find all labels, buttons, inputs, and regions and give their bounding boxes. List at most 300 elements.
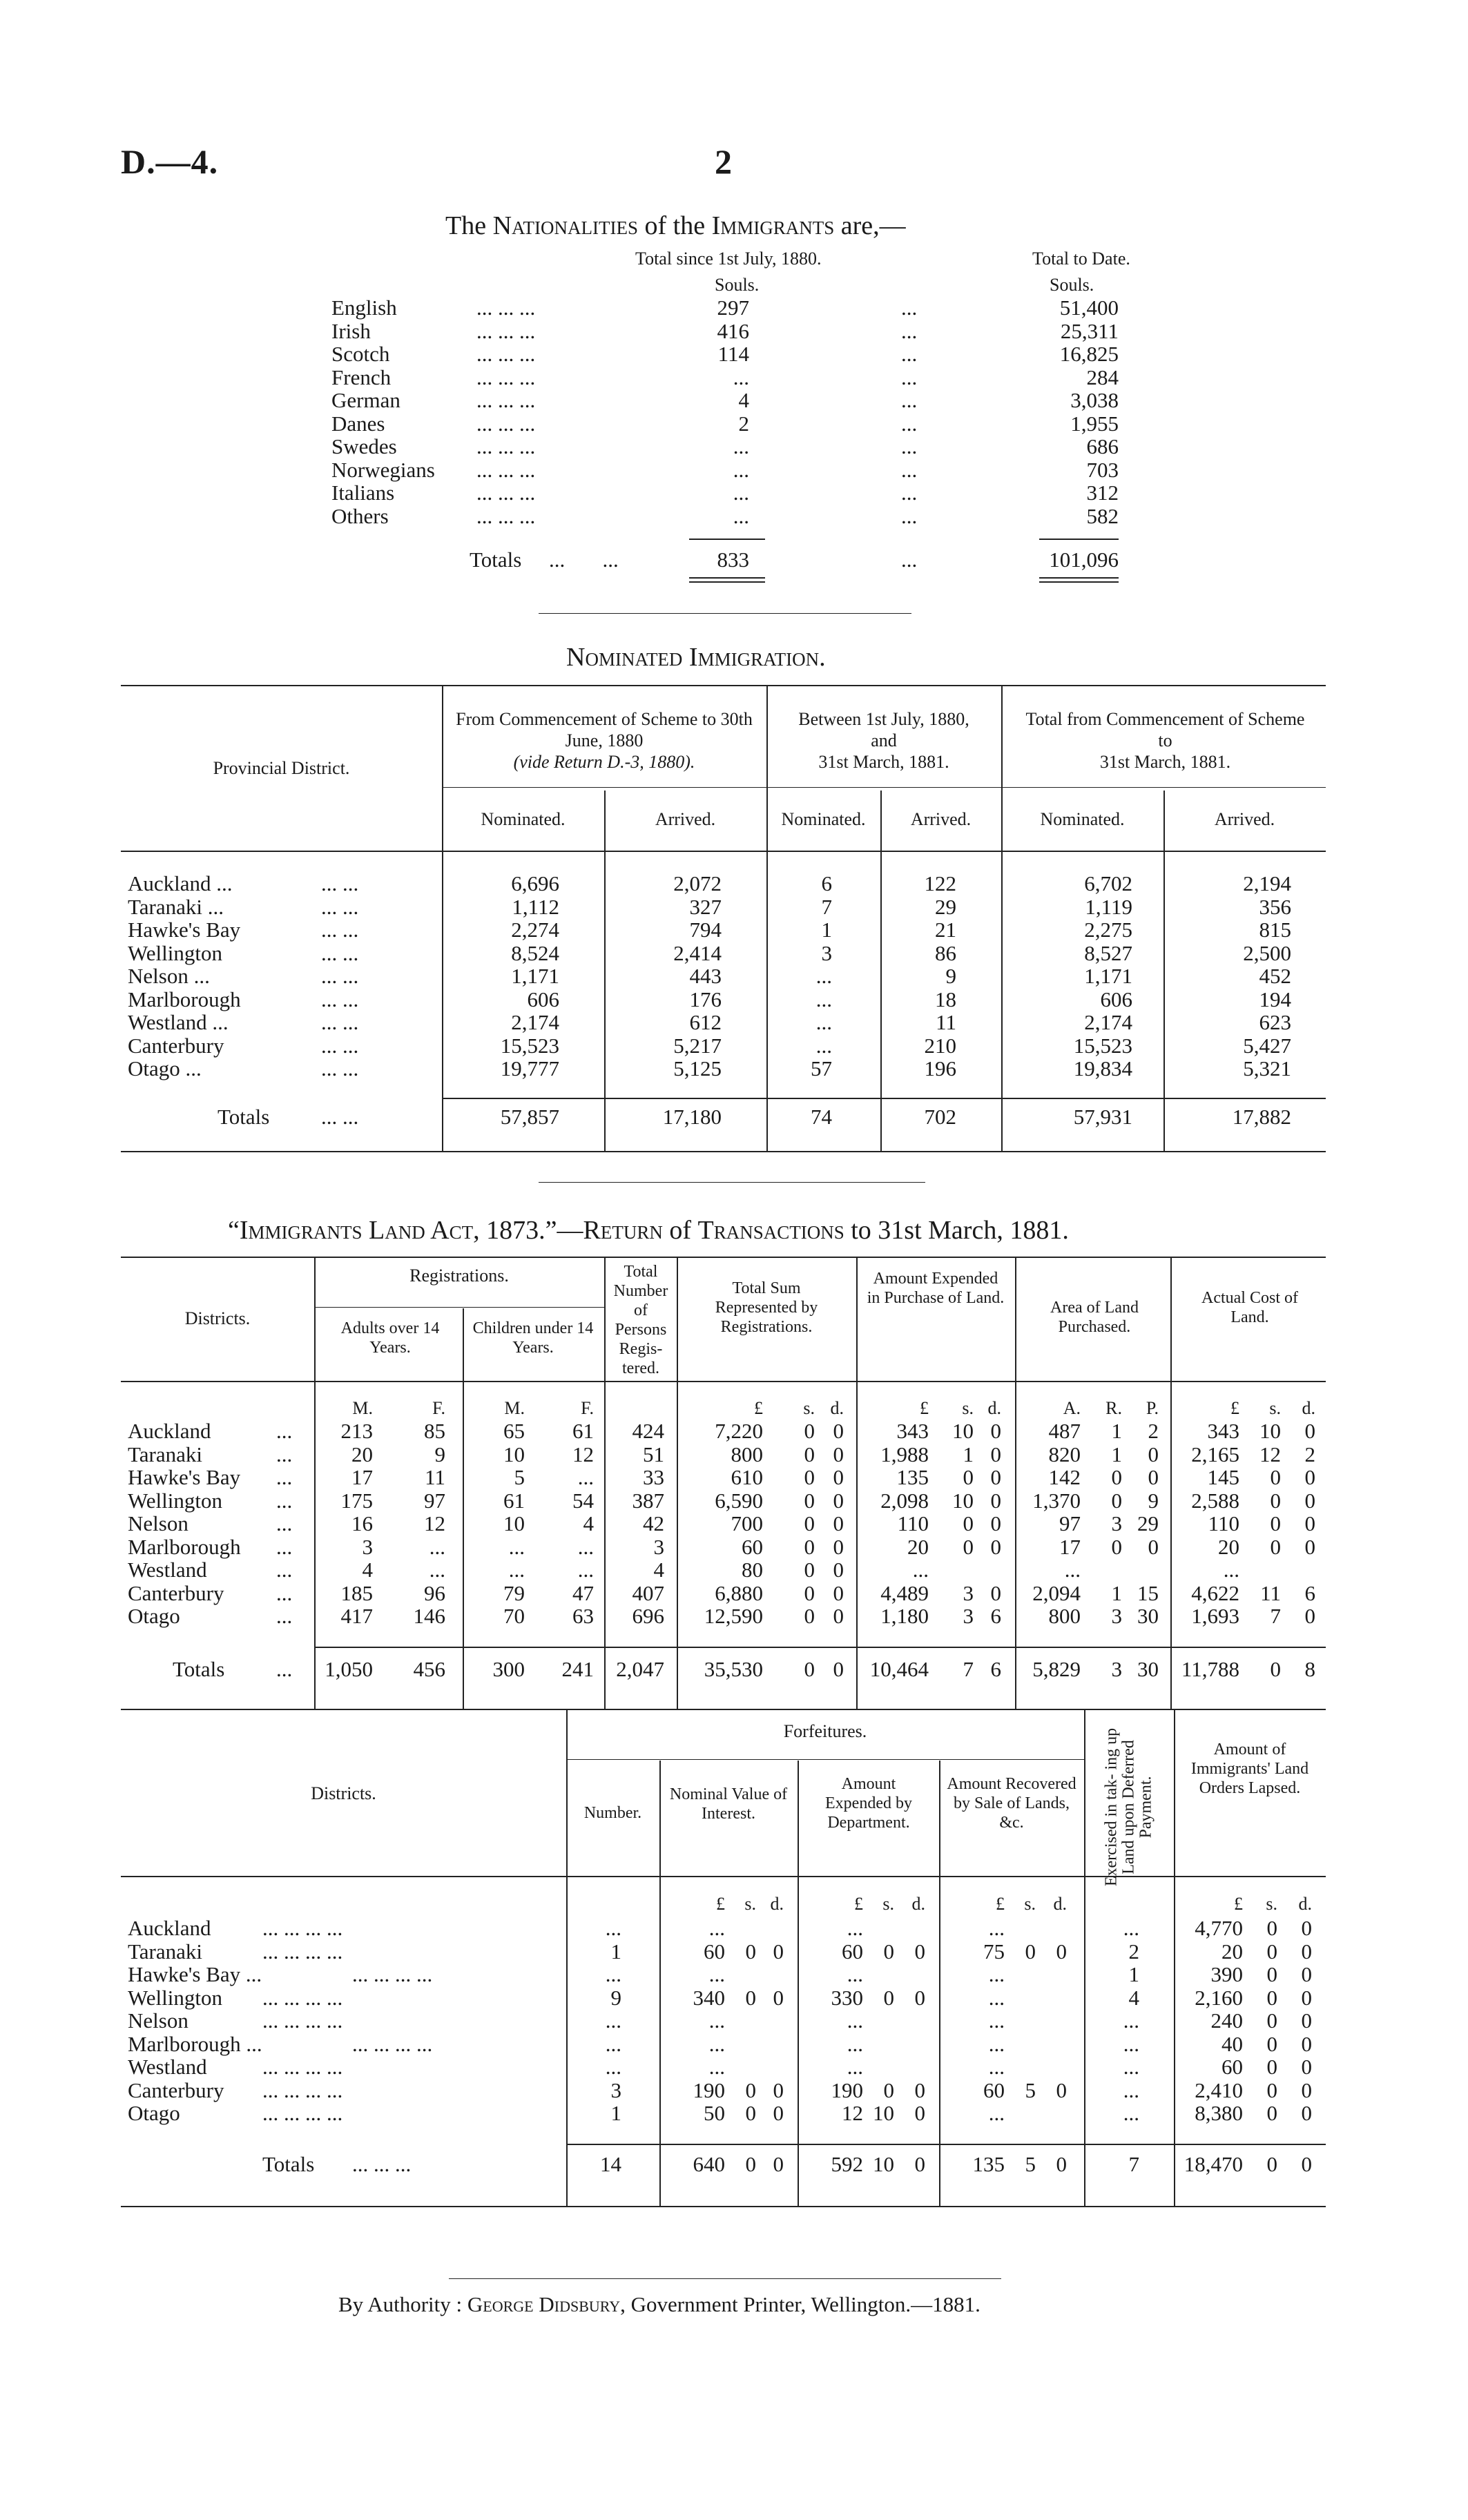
forfeit-district-name: Auckland [128,1916,211,1940]
land-act-cell: 10 [952,1488,974,1513]
land-act-cell: 0 [963,1534,974,1559]
nominated-cell: 21 [935,918,956,942]
land-act-cell: 61 [503,1488,525,1513]
forfeit-cell: 390 [1210,1962,1243,1986]
forfeit-cell: ... [847,1916,863,1940]
nationality-dots: ... ... ... [476,457,536,482]
forfeit-totals-rule [566,2144,1326,2145]
forfeit-cell: 3 [610,2077,621,2102]
nationality-name: Swedes [331,434,397,458]
nominated-cell: 2,274 [511,918,559,942]
land-act-cell: ... [1223,1558,1239,1582]
land-act-cell: 97 [424,1488,445,1513]
forfeit-col-nominal: Nominal Value of Interest. [669,1785,788,1823]
land-act-cell: 11 [425,1465,445,1489]
forfeit-cell: ... [1123,2077,1139,2102]
nationality-dots: ... [901,388,918,412]
nominated-cell: 6,702 [1084,871,1132,895]
land-act-cell: 700 [731,1511,763,1535]
nominated-totals-label: Totals [218,1105,270,1129]
forfeit-cell: ... [988,1962,1005,1986]
nominated-cell: 6,696 [511,871,559,895]
land-act-cell: 2,588 [1191,1488,1239,1513]
land-act-col-actual-cost: Actual Cost of Land. [1201,1289,1298,1326]
nationality-name: Norwegians [331,457,435,482]
land-act-cell: ... [429,1534,445,1559]
land-act-cell: 1 [1111,1442,1122,1466]
land-act-total-cell: 3 [1111,1657,1122,1681]
nominated-total-cell: 57,857 [500,1105,559,1129]
land-act-total-cell: 5,829 [1032,1657,1081,1681]
nationality-dots: ... [901,434,918,458]
land-act-cell: 16 [351,1511,373,1535]
nominated-dots: ... ... [321,964,359,988]
nationalities-totals-since: 833 [717,547,749,572]
nominated-cell: 8,527 [1084,940,1132,965]
nominated-cell: 2,275 [1084,918,1132,942]
land-act-cell: 0 [833,1534,844,1559]
forfeit-cell: 0 [1266,1916,1277,1940]
land-act-cell: 1,988 [880,1442,929,1466]
nationality-since-value: ... [733,503,749,528]
forfeit-cell: 60 [842,1939,863,1964]
land-act-district-name: Otago [128,1604,180,1628]
land-act-cell: 0 [804,1534,815,1559]
land-act-total-cell: 7 [963,1657,974,1681]
forfeit-col-recovered: Amount Recovered by Sale of Lands, &c. [947,1775,1076,1832]
forfeit-total-cell: 14 [600,2152,621,2176]
land-act-dots: ... [276,1511,293,1535]
forfeit-cell: 20 [1221,1939,1243,1964]
land-act-cell: 65 [503,1419,525,1443]
footer-rule [449,2278,1001,2279]
forfeit-cell: 75 [983,1939,1005,1964]
forfeit-cell: ... [1123,1916,1139,1940]
land-act-cell: 387 [632,1488,664,1513]
land-act-cell: 4,489 [880,1580,929,1605]
nominated-totals-dots: ... ... [321,1105,359,1129]
nominated-cell: 2,174 [511,1010,559,1034]
forfeit-cell: ... [605,2031,621,2056]
forfeit-unit: d. [911,1894,925,1914]
land-act-cell: 110 [1208,1511,1239,1535]
forfeit-dots: ... ... ... ... [352,1962,433,1986]
nationalities-totals-label: Totals [470,547,522,572]
land-act-cell: 10 [1259,1419,1281,1443]
land-act-cell: 9 [1148,1488,1159,1513]
nationality-since-value: ... [733,365,749,389]
land-act-cell: 15 [1137,1580,1159,1605]
nominated-cell: 122 [924,871,956,895]
nominated-cell: 2,194 [1243,871,1291,895]
forfeit-cell: ... [847,2008,863,2033]
nominated-cell: 443 [689,964,722,988]
land-act-total-cell: 0 [804,1657,815,1681]
forfeit-cell: 0 [1056,2077,1067,2102]
land-act-cell: 6 [1304,1580,1315,1605]
nominated-header-rule [442,787,1326,788]
land-act-cell: 3 [963,1580,974,1605]
nominated-total-cell: 57,931 [1073,1105,1132,1129]
forfeit-cell: 5 [1025,2077,1036,2102]
nominated-title: Nominated Immigration. [566,643,826,672]
nominated-cell: 7 [821,894,832,919]
nominated-col-district: Provincial District. [213,758,350,778]
land-act-cell: 0 [833,1511,844,1535]
nominated-cell: 29 [935,894,956,919]
land-act-unit: P. [1146,1398,1159,1418]
nationality-todate-value: 284 [1086,365,1119,389]
nationalities-rule [1039,539,1119,540]
land-act-cell: ... [577,1534,594,1559]
land-act-cell: 3 [653,1534,664,1559]
land-act-total-cell: 30 [1137,1657,1159,1681]
nationality-name: English [331,295,397,320]
land-act-col-total-persons: Total Number of Persons Regis- tered. [613,1263,668,1377]
forfeit-unit: d. [1298,1894,1312,1914]
nominated-district-name: Nelson ... [128,964,210,988]
forfeit-cell: ... [708,2055,725,2079]
forfeit-cell: 190 [831,2077,863,2102]
forfeit-district-name: Wellington [128,1985,222,2010]
forfeit-cell: 0 [1266,1962,1277,1986]
land-act-cell: 20 [351,1442,373,1466]
land-act-total-cell: 2,047 [616,1657,664,1681]
land-act-cell: 0 [833,1580,844,1605]
land-act-total-cell: 1,050 [325,1657,373,1681]
land-act-cell: 0 [804,1488,815,1513]
land-act-cell: 0 [833,1419,844,1443]
forfeit-total-cell: 135 [972,2152,1005,2176]
land-act-unit: s. [962,1398,974,1418]
nationality-todate-value: 686 [1086,434,1119,458]
land-act-cell: 33 [643,1465,664,1489]
forfeit-total-cell: 592 [831,2152,863,2176]
land-act-cell: 3 [1111,1511,1122,1535]
forfeit-total-cell: 0 [914,2152,925,2176]
nationality-dots: ... ... ... [476,481,536,505]
land-act-cell: 0 [1111,1488,1122,1513]
nationality-since-value: 4 [738,388,749,412]
nominated-district-name: Hawke's Bay [128,918,241,942]
land-act-cell: 4,622 [1191,1580,1239,1605]
forfeit-cell: 0 [745,2077,756,2102]
forfeit-dots: ... ... ... ... [262,2077,343,2102]
nominated-table-top-rule [121,685,1326,686]
nationality-todate-value: 703 [1086,457,1119,482]
land-act-cell: 4 [653,1558,664,1582]
nationality-dots: ... ... ... [476,342,536,366]
nominated-dots: ... ... [321,918,359,942]
forfeit-cell: ... [988,2008,1005,2033]
forfeit-col-districts: Districts. [311,1783,376,1803]
nationality-name: German [331,388,400,412]
forfeit-cell: 0 [1266,1939,1277,1964]
nationalities-col-since-header: Total since 1st July, 1880. [635,249,822,269]
forfeit-unit: £ [716,1894,725,1914]
forfeit-cell: 0 [914,1939,925,1964]
nominated-total-cell: 17,180 [662,1105,722,1129]
nominated-cell: 11 [936,1010,956,1034]
land-act-cell: 0 [990,1511,1001,1535]
land-act-cell: ... [1064,1558,1081,1582]
land-act-col-adults: Adults over 14 Years. [340,1319,440,1357]
land-act-cell: 4 [583,1511,594,1535]
land-act-cell: 0 [963,1465,974,1489]
forfeit-dots: ... ... ... ... [262,1916,343,1940]
forfeit-cell: ... [605,1916,621,1940]
forfeit-cell: 4 [1128,1985,1139,2010]
land-act-cell: 4 [362,1558,373,1582]
nationality-todate-value: 582 [1086,503,1119,528]
land-act-cell: 12 [572,1442,594,1466]
nominated-cell: 623 [1259,1010,1291,1034]
forfeit-total-cell: 0 [745,2152,756,2176]
land-act-cell: 0 [1304,1604,1315,1628]
land-act-cell: ... [508,1558,525,1582]
nominated-group3-header: Total from Commencement of Scheme to 31st March, 1881. [1025,709,1305,772]
land-act-cell: 61 [572,1419,594,1443]
nationality-dots: ... ... ... [476,411,536,436]
nominated-sub-nominated: Nominated. [1040,809,1125,829]
land-act-cell: 97 [1059,1511,1081,1535]
nationality-dots: ... ... ... [476,503,536,528]
forfeit-cell: 0 [914,2101,925,2125]
land-act-bottom-rule [121,1709,1326,1710]
forfeit-cell: 50 [704,2101,725,2125]
nominated-cell: 2,072 [673,871,722,895]
nominated-cell: 15,523 [500,1033,559,1058]
land-act-unit: R. [1105,1398,1122,1418]
forfeit-total-cell: 0 [1056,2152,1067,2176]
land-act-cell: 63 [572,1604,594,1628]
nominated-sub-nominated: Nominated. [481,809,566,829]
forfeit-unit: d. [1053,1894,1067,1914]
forfeit-district-name: Marlborough ... [128,2031,262,2056]
forfeit-cell: ... [1123,2008,1139,2033]
land-act-cell: 2 [1148,1419,1159,1443]
forfeit-cell: 0 [883,1985,894,2010]
land-act-cell: 0 [990,1419,1001,1443]
nominated-sub-nominated: Nominated. [781,809,866,829]
land-act-total-cell: 0 [833,1657,844,1681]
land-act-unit: s. [1269,1398,1281,1418]
forfeit-cell: ... [988,2055,1005,2079]
nominated-district-name: Marlborough [128,987,241,1011]
forfeit-cell: 1 [610,1939,621,1964]
forfeit-cell: ... [708,2008,725,2033]
forfeit-district-name: Taranaki [128,1939,202,1964]
forfeit-cell: 2,160 [1195,1985,1243,2010]
forfeit-cell: ... [988,1916,1005,1940]
land-act-col-registrations: Registrations. [409,1266,509,1286]
land-act-cell: 1,180 [880,1604,929,1628]
land-act-unit: s. [803,1398,815,1418]
forfeit-dots: ... ... ... ... [262,1985,343,2010]
nominated-cell: 2,174 [1084,1010,1132,1034]
land-act-cell: 1 [1111,1580,1122,1605]
nominated-cell: 1,119 [1085,894,1132,919]
forfeit-cell: 60 [1221,2055,1243,2079]
land-act-cell: 12,590 [704,1604,763,1628]
land-act-cell: 800 [1048,1604,1081,1628]
land-act-district-name: Marlborough [128,1534,241,1559]
nominated-cell: 327 [689,894,722,919]
land-act-cell: 487 [1048,1419,1081,1443]
nominated-cell: ... [815,964,832,988]
nationality-name: Danes [331,411,385,436]
forfeit-cell: ... [1123,2055,1139,2079]
land-act-cell: 2,165 [1191,1442,1239,1466]
forfeit-cell: 0 [1056,1939,1067,1964]
land-act-cell: ... [577,1465,594,1489]
land-act-cell: 417 [340,1604,373,1628]
nationality-since-value: ... [733,434,749,458]
land-act-cell: 1,693 [1191,1604,1239,1628]
nationality-dots: ... [901,411,918,436]
land-act-total-cell: 35,530 [704,1657,763,1681]
nominated-dots: ... ... [321,940,359,965]
forfeit-dots: ... ... ... ... [352,2031,433,2056]
land-act-unit: £ [1230,1398,1239,1418]
land-act-dots: ... [276,1442,293,1466]
nationality-dots: ... [901,457,918,482]
nationalities-totals-dots: ... ... [549,547,619,572]
land-act-cell: 17 [1059,1534,1081,1559]
land-act-unit: M. [352,1398,373,1418]
nationality-dots: ... [901,318,918,343]
forfeit-unit: s. [1024,1894,1036,1914]
land-act-col-area: Area of Land Purchased. [1050,1299,1139,1336]
nominated-cell: 2,414 [673,940,722,965]
nominated-dots: ... ... [321,987,359,1011]
page-number: 2 [715,142,732,181]
forfeit-district-name: Hawke's Bay ... [128,1962,262,1986]
forfeit-col-forfeitures: Forfeitures. [783,1721,867,1741]
land-act-cell: 145 [1207,1465,1239,1489]
nationality-dots: ... ... ... [476,388,536,412]
forfeit-cell: 9 [610,1985,621,2010]
land-act-cell: 17 [351,1465,373,1489]
land-act-cell: 343 [896,1419,929,1443]
land-act-cell: 800 [731,1442,763,1466]
land-act-cell: 0 [1304,1534,1315,1559]
land-act-cell: 7 [1270,1604,1281,1628]
nationalities-rule [689,539,765,540]
forfeit-header-rule [566,1759,1084,1760]
land-act-total-cell: 0 [1270,1657,1281,1681]
land-act-cell: 407 [632,1580,664,1605]
land-act-cell: 2,098 [880,1488,929,1513]
forfeit-cell: 1 [610,2101,621,2125]
land-act-unit: £ [754,1398,763,1418]
forfeit-cell: 2,410 [1195,2077,1243,2102]
nominated-cell: 1,171 [511,964,559,988]
nominated-cell: 196 [924,1056,956,1080]
forfeit-dots: ... ... ... ... [262,2055,343,2079]
forfeit-unit: s. [744,1894,756,1914]
land-act-unit: F. [581,1398,594,1418]
forfeit-cell: 0 [883,1939,894,1964]
forfeit-cell: ... [847,2031,863,2056]
land-act-total-cell: 300 [492,1657,525,1681]
forfeit-totals-dots: ... ... ... [352,2152,412,2176]
nationality-dots: ... [901,365,918,389]
nationality-dots: ... ... ... [476,365,536,389]
forfeit-cell: 0 [1266,2077,1277,2102]
forfeit-cell: ... [1123,2101,1139,2125]
nationalities-title: The Nationalities of the Immigrants are,— [445,211,906,240]
nominated-sub-arrived: Arrived. [1214,809,1275,829]
land-act-cell: 1 [1111,1419,1122,1443]
nationality-todate-value: 25,311 [1060,318,1119,343]
land-act-dots: ... [276,1465,293,1489]
nominated-cell: 1,171 [1084,964,1132,988]
forfeit-district-name: Otago [128,2101,180,2125]
forfeit-total-cell: 640 [693,2152,725,2176]
nominated-cell: 18 [935,987,956,1011]
forfeit-dots: ... ... ... ... [262,2008,343,2033]
nationalities-double-rule [689,581,765,583]
land-act-unit: F. [432,1398,445,1418]
land-act-totals-label: Totals [173,1657,225,1681]
land-act-unit: A. [1063,1398,1081,1418]
land-act-district-name: Auckland [128,1419,211,1443]
land-act-cell: 142 [1048,1465,1081,1489]
nominated-group2-header: Between 1st July, 1880, and 31st March, 1881. [798,709,969,772]
land-act-cell: 0 [990,1465,1001,1489]
land-act-cell: 0 [1270,1465,1281,1489]
land-act-cell: 2,094 [1032,1580,1081,1605]
forfeit-cell: 0 [1266,2101,1277,2125]
forfeit-total-cell: 18,470 [1184,2152,1243,2176]
land-act-district-name: Nelson [128,1511,189,1535]
land-act-cell: 10 [503,1511,525,1535]
land-act-cell: 0 [1111,1465,1122,1489]
land-act-col-amount-expended: Amount Expended in Purchase of Land. [867,1270,1005,1307]
land-act-cell: 0 [963,1511,974,1535]
land-act-totals-dots: ... [276,1657,293,1681]
nationality-dots: ... ... ... [476,434,536,458]
land-act-dots: ... [276,1488,293,1513]
land-act-cell: 0 [1148,1442,1159,1466]
land-act-cell: 0 [1270,1534,1281,1559]
land-act-col-districts: Districts. [184,1308,251,1328]
land-act-title: “Immigrants Land Act, 1873.”—Return of Transactions to 31st March, 1881. [228,1216,1069,1245]
nominated-cell: 1 [821,918,832,942]
nominated-cell: 6 [821,871,832,895]
nominated-cell: 19,777 [500,1056,559,1080]
nominated-cell: 210 [924,1033,956,1058]
land-act-cell: ... [508,1534,525,1559]
land-act-cell: 1 [963,1442,974,1466]
land-act-cell: 343 [1207,1419,1239,1443]
forfeit-dots: ... ... ... ... [262,1939,343,1964]
land-act-cell: 20 [907,1534,929,1559]
nationalities-col-todate-header: Total to Date. [1032,249,1130,269]
land-act-total-cell: 10,464 [869,1657,929,1681]
nominated-cell: 815 [1259,918,1291,942]
forfeit-total-cell: 0 [1301,2152,1312,2176]
forfeit-cell: 0 [914,1985,925,2010]
nationalities-totals-todate: 101,096 [1049,547,1119,572]
forfeit-district-name: Nelson [128,2008,189,2033]
forfeit-cell: ... [847,2055,863,2079]
land-act-cell: 20 [1218,1534,1239,1559]
nominated-sub-arrived: Arrived. [910,809,972,829]
nationality-dots: ... [901,481,918,505]
land-act-col-children: Children under 14 Years. [472,1319,594,1357]
